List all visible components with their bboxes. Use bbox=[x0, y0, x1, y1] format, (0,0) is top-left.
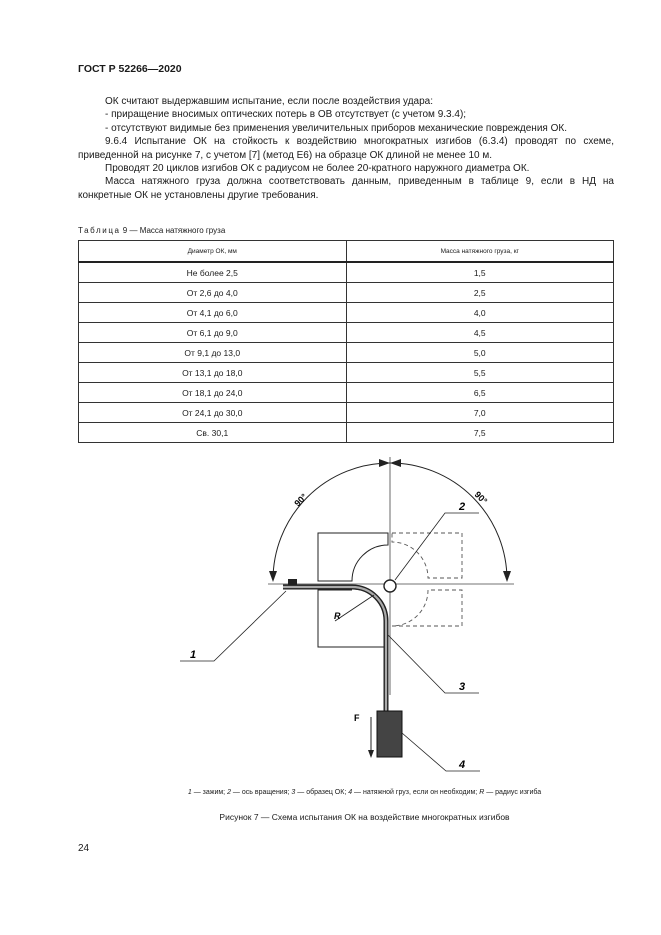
arrow-head-top-left bbox=[379, 459, 390, 467]
cell-diameter: От 13,1 до 18,0 bbox=[79, 363, 347, 383]
cell-diameter: От 6,1 до 9,0 bbox=[79, 323, 347, 343]
rotation-arc-right bbox=[390, 463, 507, 580]
mandrel-alt-lower bbox=[392, 590, 462, 626]
legend-num: 1 bbox=[187, 789, 192, 796]
paragraph: 9.6.4 Испытание ОК на стойкость к воздействию многократных изгибов (6.3.4) проводят по схеме, приведенной на рисунке 7, с учетом [7] (метод Е6) на образце ОК длиной не менее 10 м. bbox=[78, 136, 614, 161]
angle-label-right: 90° bbox=[472, 489, 490, 507]
mandrel-alt-upper bbox=[392, 533, 462, 578]
legend-num: 2 bbox=[227, 789, 231, 796]
table-row bbox=[79, 343, 614, 363]
table-row bbox=[79, 383, 614, 403]
arrow-head-right bbox=[503, 571, 511, 582]
legend-num: R bbox=[479, 789, 485, 796]
leader-2 bbox=[395, 513, 479, 580]
rotation-arc-left bbox=[273, 463, 390, 580]
legend-text: — радиус изгиба bbox=[484, 789, 542, 796]
cell-mass: 4,5 bbox=[346, 323, 614, 343]
leader-4 bbox=[402, 733, 480, 771]
cell-mass: 5,0 bbox=[346, 343, 614, 363]
cell-mass: 1,5 bbox=[346, 262, 614, 283]
page-number: 24 bbox=[78, 843, 90, 854]
cell-diameter: От 9,1 до 13,0 bbox=[79, 343, 347, 363]
cell-diameter: От 18,1 до 24,0 bbox=[79, 383, 347, 403]
table-row bbox=[79, 403, 614, 423]
arrow-head-left bbox=[269, 571, 277, 582]
cable-sample-core bbox=[283, 587, 386, 711]
cell-mass: 2,5 bbox=[346, 283, 614, 303]
legend-num: 3 bbox=[291, 789, 296, 796]
legend-text: — натяжной груз, если он необходим; bbox=[352, 789, 480, 796]
callout-4: 4 bbox=[459, 759, 466, 771]
legend-num: 4 bbox=[348, 789, 353, 796]
mandrel-upper bbox=[318, 533, 388, 581]
cell-mass: 7,5 bbox=[346, 423, 614, 443]
force-label: F bbox=[354, 713, 360, 723]
legend-text: — ось вращения; bbox=[230, 789, 292, 796]
callout-3: 3 bbox=[459, 681, 466, 693]
paragraph: Проводят 20 циклов изгибов ОК с радиусом не более 20-кратного наружного диаметра ОК. bbox=[105, 163, 530, 175]
table-row bbox=[79, 303, 614, 323]
leader-3 bbox=[388, 635, 479, 693]
table-row bbox=[79, 283, 614, 303]
callout-1: 1 bbox=[190, 649, 197, 661]
figure-legend bbox=[78, 789, 651, 796]
table-row bbox=[79, 363, 614, 383]
column-header-mass: Масса натяжного груза, кг bbox=[346, 241, 614, 263]
body-text bbox=[78, 95, 614, 202]
mass-table bbox=[78, 240, 614, 443]
cell-diameter: Не более 2,5 bbox=[79, 262, 347, 283]
table-row bbox=[79, 323, 614, 343]
cable-sample bbox=[283, 587, 386, 711]
cell-diameter: От 4,1 до 6,0 bbox=[79, 303, 347, 323]
table-header-row bbox=[79, 241, 614, 263]
figure-caption: Рисунок 7 — Схема испытания ОК на воздействие многократных изгибов bbox=[219, 812, 510, 822]
table-row bbox=[79, 262, 614, 283]
arrow-head-top-right bbox=[390, 459, 401, 467]
legend-text: — зажим; bbox=[191, 789, 228, 796]
document-header: ГОСТ Р 52266—2020 bbox=[78, 63, 182, 75]
clamp bbox=[288, 579, 297, 585]
cell-mass: 6,5 bbox=[346, 383, 614, 403]
column-header-diameter: Диаметр ОК, мм bbox=[79, 241, 347, 263]
cell-diameter: От 2,6 до 4,0 bbox=[79, 283, 347, 303]
paragraph: - отсутствуют видимые без применения увеличительных приборов механические повреждения ОК. bbox=[105, 122, 567, 134]
radius-label: R bbox=[334, 611, 341, 621]
cell-diameter: От 24,1 до 30,0 bbox=[79, 403, 347, 423]
table-row bbox=[79, 423, 614, 443]
cell-mass: 7,0 bbox=[346, 403, 614, 423]
table-caption-prefix: Таблица bbox=[78, 226, 121, 235]
paragraph: ОК считают выдержавшим испытание, если после воздействия удара: bbox=[105, 96, 434, 107]
paragraph: - приращение вносимых оптических потерь в ОВ отсутствует (с учетом 9.3.4); bbox=[105, 109, 467, 121]
cell-diameter: Св. 30,1 bbox=[79, 423, 347, 443]
rotation-axis bbox=[384, 580, 396, 592]
force-arrow-head bbox=[368, 750, 374, 758]
radius-line bbox=[335, 595, 374, 621]
callout-2: 2 bbox=[459, 501, 466, 513]
tension-weight bbox=[377, 711, 402, 757]
cell-mass: 5,5 bbox=[346, 363, 614, 383]
paragraph: Масса натяжного груза должна соответствовать данным, приведенным в таблице 9, если в НД на конкретные ОК не установлены другие требования. bbox=[78, 176, 614, 201]
cell-mass: 4,0 bbox=[346, 303, 614, 323]
bend-test-diagram bbox=[170, 455, 530, 785]
legend-text: — образец ОК; bbox=[295, 789, 349, 796]
angle-label-left: 90° bbox=[292, 491, 310, 509]
table-caption bbox=[78, 226, 225, 235]
table-caption-title: 9 — Масса натяжного груза bbox=[120, 226, 226, 235]
